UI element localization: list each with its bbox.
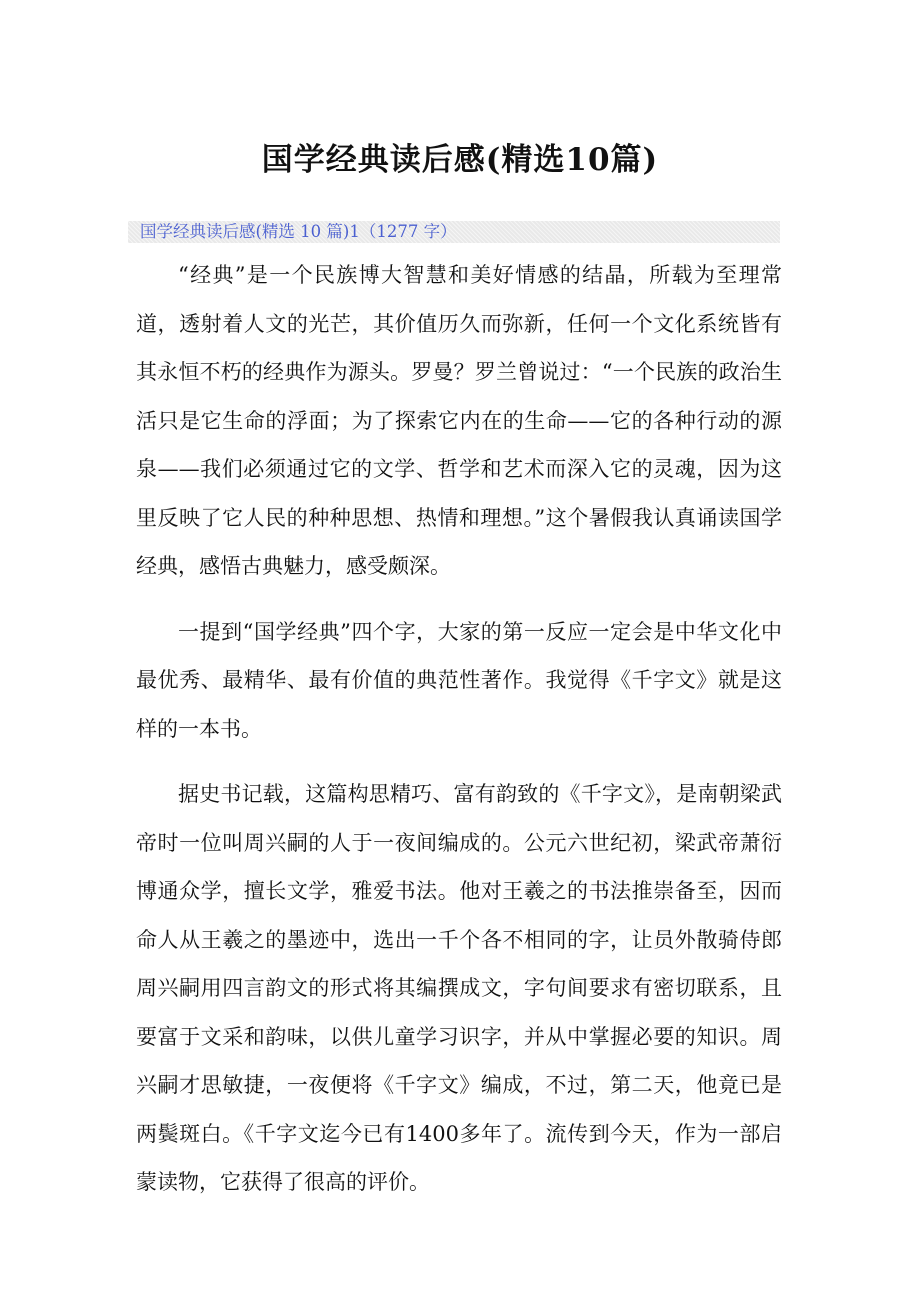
document-title: 国学经典读后感(精选10篇) <box>261 142 659 178</box>
section-heading-link[interactable]: 国学经典读后感(精选 10 篇)1（1277 字） <box>140 222 457 241</box>
paragraph-3: 据史书记载，这篇构思精巧、富有韵致的《千字文》，是南朝梁武帝时一位叫周兴嗣的人于一夜间编成的。公元六世纪初，梁武帝萧衍博通众学，擅长文学，雅爱书法。他对王羲之的书法推崇备至，因而命人从王羲之的墨迹中，选出一千个各不相同的字，让员外散骑侍郎周兴嗣用四言韵文的形式将其编撰成文，字句间要求有密切联系，且要富于文采和韵味，以供儿童学习识字，并从中掌握必要的知识。周兴嗣才思敏捷，一夜便将《千字文》编成，不过，第二天，他竟已是两鬓斑白。《千字文迄今已有1400多年了。流传到今天，作为一部启蒙读物，它获得了很高的评价。 <box>136 782 782 1194</box>
paragraph-2: 一提到“国学经典”四个字，大家的第一反应一定会是中华文化中最优秀、最精华、最有价值的典范性著作。我觉得《千字文》就是这样的一本书。 <box>136 619 782 741</box>
paragraph-1: “经典”是一个民族博大智慧和美好情感的结晶，所载为至理常道，透射着人文的光芒，其价值历久而弥新，任何一个文化系统皆有其永恒不朽的经典作为源头。罗曼？罗兰曾说过：“一个民族的政治生活只是它生命的浮面；为了探索它内在的生命——它的各种行动的源泉——我们必须通过它的文学、哲学和艺术而深入它的灵魂，因为这里反映了它人民的种种思想、热情和理想。”这个暑假我认真诵读国学经典，感悟古典魅力，感受颇深。 <box>136 263 782 578</box>
article-body <box>136 251 782 1207</box>
